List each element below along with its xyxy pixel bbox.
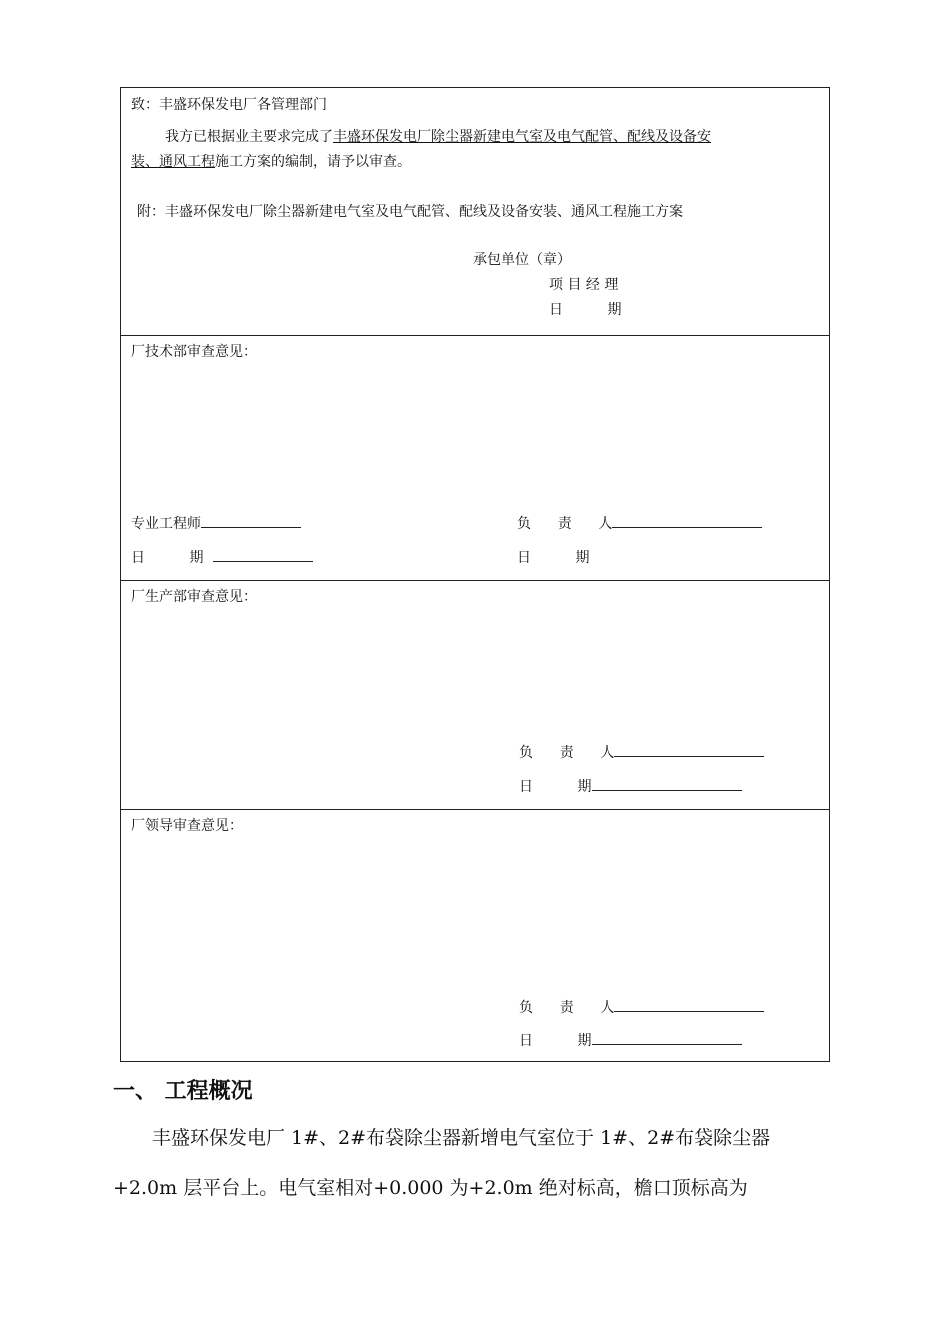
leadership-title: 厂领导审查意见：	[131, 818, 243, 834]
addressee: 致：丰盛环保发电厂各管理部门	[131, 97, 327, 113]
leadership-date	[519, 1032, 742, 1050]
tech-responsible-label: 负 责 人	[517, 516, 613, 532]
leadership-responsible-signature	[519, 999, 764, 1017]
project-manager-label: 项 目 经 理	[549, 277, 619, 293]
leadership-section	[121, 809, 829, 1061]
production-dept-title: 厂生产部审查意见：	[131, 589, 257, 605]
leadership-date-line[interactable]	[592, 1032, 742, 1045]
production-date	[519, 778, 742, 796]
production-responsible-label: 负 责 人	[519, 745, 615, 761]
leadership-responsible-label: 负 责 人	[519, 1000, 615, 1016]
overview-line-1: 丰盛环保发电厂 1#、2#布袋除尘器新增电气室位于 1#、2#布袋除尘器	[152, 1127, 771, 1149]
body-suffix: 施工方案的编制，请予以审查。	[215, 154, 411, 170]
tech-responsible-signature	[517, 515, 762, 533]
project-name-part2: 装、通风工程	[131, 154, 215, 170]
production-date-line[interactable]	[592, 778, 742, 791]
submission-body-line2	[131, 153, 411, 171]
tech-responsible-date-label: 日 期	[517, 550, 590, 566]
engineer-date-label: 日 期	[131, 550, 204, 566]
submission-body-line1	[165, 128, 711, 146]
engineer-line[interactable]	[201, 515, 301, 528]
leadership-date-label: 日 期	[519, 1033, 592, 1049]
attachment-note: 附：丰盛环保发电厂除尘器新建电气室及电气配管、配线及设备安装、通风工程施工方案	[137, 204, 683, 220]
contractor-seal-label: 承包单位（章）	[473, 252, 571, 268]
tech-responsible-line[interactable]	[612, 515, 762, 528]
project-name-part1: 丰盛环保发电厂除尘器新建电气室及电气配管、配线及设备安	[333, 129, 711, 145]
approval-form-table	[120, 87, 830, 1062]
submission-date-label: 日 期	[549, 302, 622, 318]
engineer-date	[131, 549, 313, 567]
submission-section	[121, 88, 829, 336]
tech-dept-title: 厂技术部审查意见：	[131, 344, 257, 360]
engineer-label: 专业工程师	[131, 516, 201, 532]
production-dept-section	[121, 580, 829, 810]
engineer-date-line[interactable]	[213, 549, 313, 562]
body-prefix: 我方已根据业主要求完成了	[165, 129, 333, 145]
engineer-signature	[131, 515, 301, 533]
tech-dept-section	[121, 335, 829, 581]
production-responsible-signature	[519, 744, 764, 762]
overview-line-2: +2.0m 层平台上。电气室相对+0.000 为+2.0m 绝对标高，檐口顶标高为	[113, 1177, 748, 1199]
production-date-label: 日 期	[519, 779, 592, 795]
section-heading: 一、 工程概况	[113, 1079, 253, 1104]
leadership-responsible-line[interactable]	[614, 999, 764, 1012]
production-responsible-line[interactable]	[614, 744, 764, 757]
